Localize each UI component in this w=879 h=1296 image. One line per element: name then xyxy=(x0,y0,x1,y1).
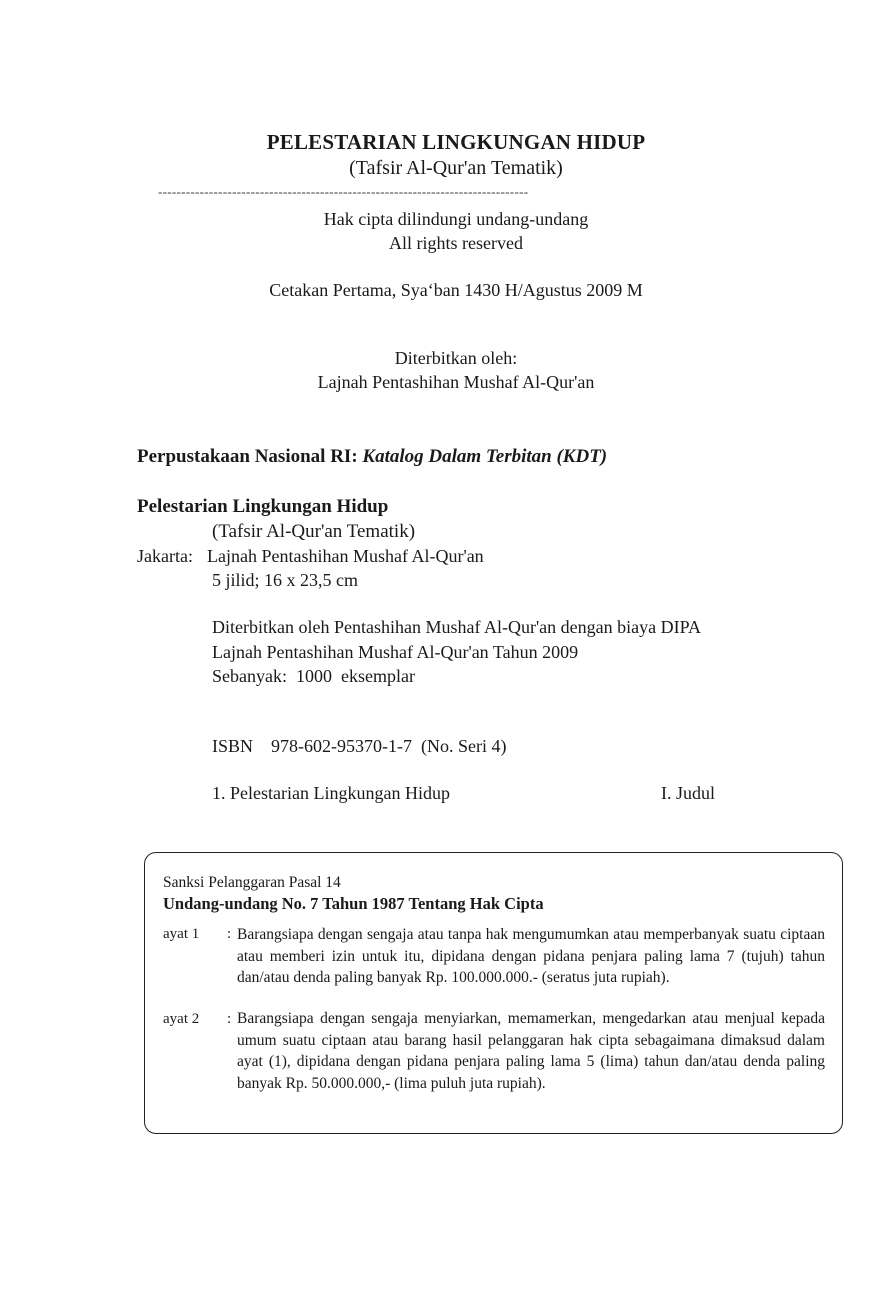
book-title: PELESTARIAN LINGKUNGAN HIDUP xyxy=(266,130,646,154)
published-by-label: Diterbitkan oleh: xyxy=(394,348,518,368)
sanction-law: Undang-undang No. 7 Tahun 1987 Tentang Hak Cipta xyxy=(163,894,544,913)
kdt-book-title: Pelestarian Lingkungan Hidup xyxy=(137,496,389,517)
ayat2-text: Barangsiapa dengan sengaja menyiarkan, memamerkan, mengedarkan atau menjual kepada umum suatu ciptaan atau barang hasil pelanggaran hak cipta sebagaimana dimaksud dalam ayat (1), dipidana dengan pidana penjara paling lama 5 (lima) tahun dan/atau denda paling banyak Rp. 50.000.000,- (lima puluh juta rupiah). xyxy=(237,1010,825,1092)
kdt-copies: Sebanyak: 1000 eksemplar xyxy=(212,666,415,686)
kdt-city: Jakarta: xyxy=(137,546,193,566)
publisher-name: Lajnah Pentashihan Mushaf Al-Qur'an xyxy=(317,372,595,392)
kdt-funding-line2: Lajnah Pentashihan Mushaf Al-Qur'an Tahun 2009 xyxy=(212,642,579,662)
kdt-book-subtitle: (Tafsir Al-Qur'an Tematik) xyxy=(212,521,416,542)
ayat1-colon: : xyxy=(227,926,232,942)
ayat1-label: ayat 1 xyxy=(163,926,200,942)
kdt-volumes: 5 jilid; 16 x 23,5 cm xyxy=(212,570,358,590)
ayat1-text: Barangsiapa dengan sengaja atau tanpa hak mengumumkan atau memperbanyak suatu ciptaan atau memberi izin untuk itu, dipidana dengan pidana penjara paling lama 7 (tujuh) tahun dan/atau denda paling banyak Rp. 100.000.000.- (seratus juta rupiah). xyxy=(237,926,825,986)
kdt-isbn: ISBN 978-602-95370-1-7 (No. Seri 4) xyxy=(212,736,507,756)
rights-en: All rights reserved xyxy=(389,233,523,253)
ayat2-colon: : xyxy=(227,1011,232,1027)
kdt-label-italic: Katalog Dalam Terbitan (KDT) xyxy=(362,446,608,467)
kdt-label: Perpustakaan Nasional RI: xyxy=(137,446,358,467)
kdt-publisher: Lajnah Pentashihan Mushaf Al-Qur'an xyxy=(207,546,484,566)
book-subtitle: (Tafsir Al-Qur'an Tematik) xyxy=(349,157,563,179)
kdt-judul: I. Judul xyxy=(661,783,715,803)
sanction-heading: Sanksi Pelanggaran Pasal 14 xyxy=(163,874,341,891)
kdt-subject: 1. Pelestarian Lingkungan Hidup xyxy=(212,783,450,803)
ayat2-label: ayat 2 xyxy=(163,1011,200,1027)
kdt-heading xyxy=(137,446,607,468)
divider-dashes: -------------------------------------------------------------------------------- xyxy=(158,184,529,199)
edition-line: Cetakan Pertama, Sya‘ban 1430 H/Agustus 2009 M xyxy=(269,280,643,300)
kdt-funding-line1: Diterbitkan oleh Pentashihan Mushaf Al-Qur'an dengan biaya DIPA xyxy=(212,617,701,637)
rights-id: Hak cipta dilindungi undang-undang xyxy=(323,209,589,229)
